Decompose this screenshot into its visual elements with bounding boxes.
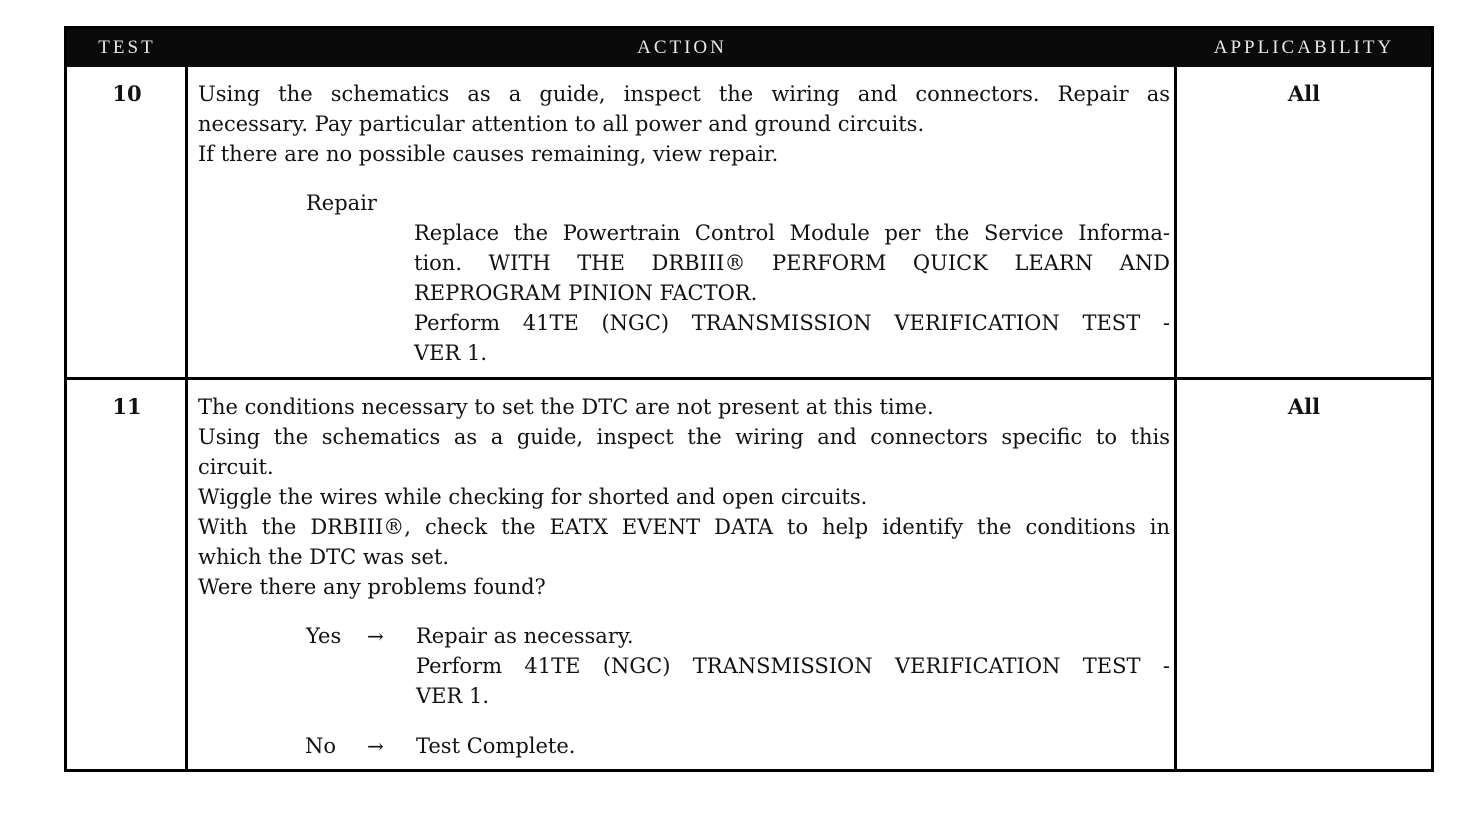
action-text bbox=[198, 392, 1170, 602]
action-line: necessary. Pay particular attention to all power and ground circuits. bbox=[198, 112, 925, 136]
diagnostic-table bbox=[64, 26, 1434, 772]
test-number: 10 bbox=[112, 81, 142, 106]
repair-line: Replace the Powertrain Control Module per the Service Informa- bbox=[414, 221, 1170, 245]
applicability-value: All bbox=[1287, 81, 1321, 106]
header-test: TEST bbox=[98, 37, 156, 58]
row-divider bbox=[67, 377, 1431, 380]
repair-line: REPROGRAM PINION FACTOR. bbox=[414, 281, 758, 305]
action-line: which the DTC was set. bbox=[198, 545, 450, 569]
no-result bbox=[416, 731, 1176, 761]
no-label: No bbox=[305, 734, 337, 758]
repair-label: Repair bbox=[306, 191, 377, 215]
yes-line: Perform 41TE (NGC) TRANSMISSION VERIFICATION TEST - bbox=[416, 654, 1170, 678]
yes-label: Yes bbox=[306, 624, 342, 648]
action-line: The conditions necessary to set the DTC are not present at this time. bbox=[198, 395, 934, 419]
action-line: circuit. bbox=[198, 455, 274, 479]
applicability-value: All bbox=[1287, 394, 1321, 419]
repair-line: VER 1. bbox=[414, 341, 488, 365]
test-number: 11 bbox=[112, 394, 142, 419]
header-action: ACTION bbox=[637, 37, 727, 58]
no-arrow-icon: → bbox=[367, 734, 384, 758]
no-line: Test Complete. bbox=[416, 734, 576, 758]
column-divider-action bbox=[1174, 67, 1177, 769]
yes-arrow-icon: → bbox=[367, 624, 384, 648]
action-line: Were there any problems found? bbox=[198, 575, 546, 599]
action-line: If there are no possible causes remaining, view repair. bbox=[198, 142, 779, 166]
action-line: Using the schematics as a guide, inspect the wiring and connectors. Repair as bbox=[198, 82, 1170, 106]
table-header bbox=[67, 29, 1431, 67]
yes-result bbox=[416, 621, 1170, 711]
action-line: With the DRBIII®, check the EATX EVENT DATA to help identify the conditions in bbox=[198, 515, 1170, 539]
action-line: Using the schematics as a guide, inspect the wiring and connectors specific to this bbox=[198, 425, 1170, 449]
repair-text bbox=[414, 218, 1170, 368]
header-applicability: APPLICABILITY bbox=[1213, 37, 1395, 58]
repair-line: Perform 41TE (NGC) TRANSMISSION VERIFICATION TEST - bbox=[414, 311, 1170, 335]
action-text bbox=[198, 79, 1170, 169]
yes-line: VER 1. bbox=[416, 684, 490, 708]
yes-line: Repair as necessary. bbox=[416, 624, 634, 648]
repair-line: tion. WITH THE DRBIII® PERFORM QUICK LEARN AND bbox=[414, 251, 1170, 275]
action-line: Wiggle the wires while checking for shorted and open circuits. bbox=[198, 485, 868, 509]
